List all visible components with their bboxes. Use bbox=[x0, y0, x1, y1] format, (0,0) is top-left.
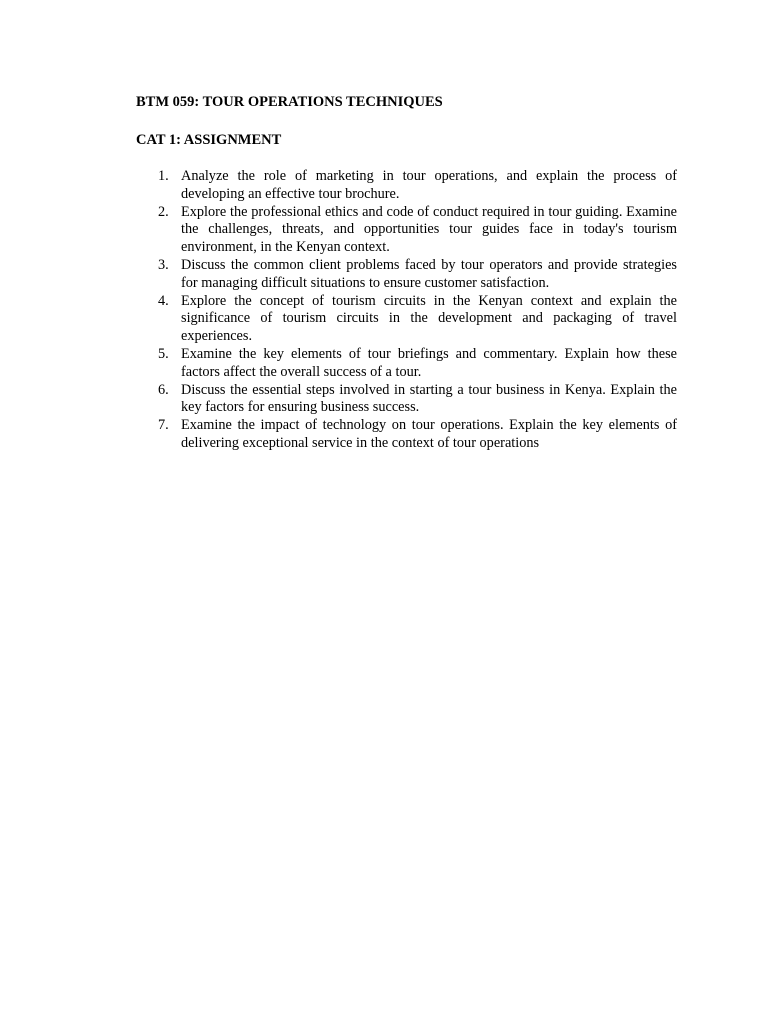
question-item bbox=[136, 417, 677, 453]
document-content bbox=[136, 92, 677, 453]
question-item bbox=[136, 204, 677, 257]
question-number: 6. bbox=[158, 381, 169, 398]
course-title: BTM 059: TOUR OPERATIONS TECHNIQUES bbox=[136, 94, 443, 110]
question-item bbox=[136, 257, 677, 293]
question-number: 7. bbox=[158, 417, 169, 434]
question-text: Analyze the role of marketing in tour operations, and explain the process of developing an effective tour brochure. bbox=[181, 168, 677, 202]
question-number: 1. bbox=[158, 168, 169, 184]
question-text: Discuss the essential steps involved in starting a tour business in Kenya. Explain the key factors for ensuring business success. bbox=[181, 381, 677, 416]
question-number: 5. bbox=[158, 345, 169, 362]
question-text: Explore the professional ethics and code of conduct required in tour guiding. Examine the challenges, threats, and opportunities tour guides face in today's tourism environment, in the Kenyan context. bbox=[181, 203, 677, 256]
question-text: Discuss the common client problems faced by tour operators and provide strategies for managing difficult situations to ensure customer satisfaction. bbox=[181, 256, 677, 291]
question-text: Examine the impact of technology on tour operations. Explain the key elements of delivering exceptional service in the context of tour operations bbox=[181, 417, 677, 451]
question-list bbox=[136, 168, 677, 453]
question-item bbox=[136, 346, 677, 382]
question-text: Explore the concept of tourism circuits in the Kenyan context and explain the significance of tourism circuits in the development and packaging of travel experiences. bbox=[181, 292, 677, 345]
question-number: 2. bbox=[158, 203, 169, 220]
assignment-title: CAT 1: ASSIGNMENT bbox=[136, 132, 282, 148]
question-item bbox=[136, 382, 677, 418]
question-item bbox=[136, 168, 677, 204]
question-text: Examine the key elements of tour briefings and commentary. Explain how these factors affect the overall success of a tour. bbox=[181, 345, 677, 380]
question-number: 3. bbox=[158, 256, 169, 273]
question-item bbox=[136, 293, 677, 346]
question-number: 4. bbox=[158, 292, 169, 309]
